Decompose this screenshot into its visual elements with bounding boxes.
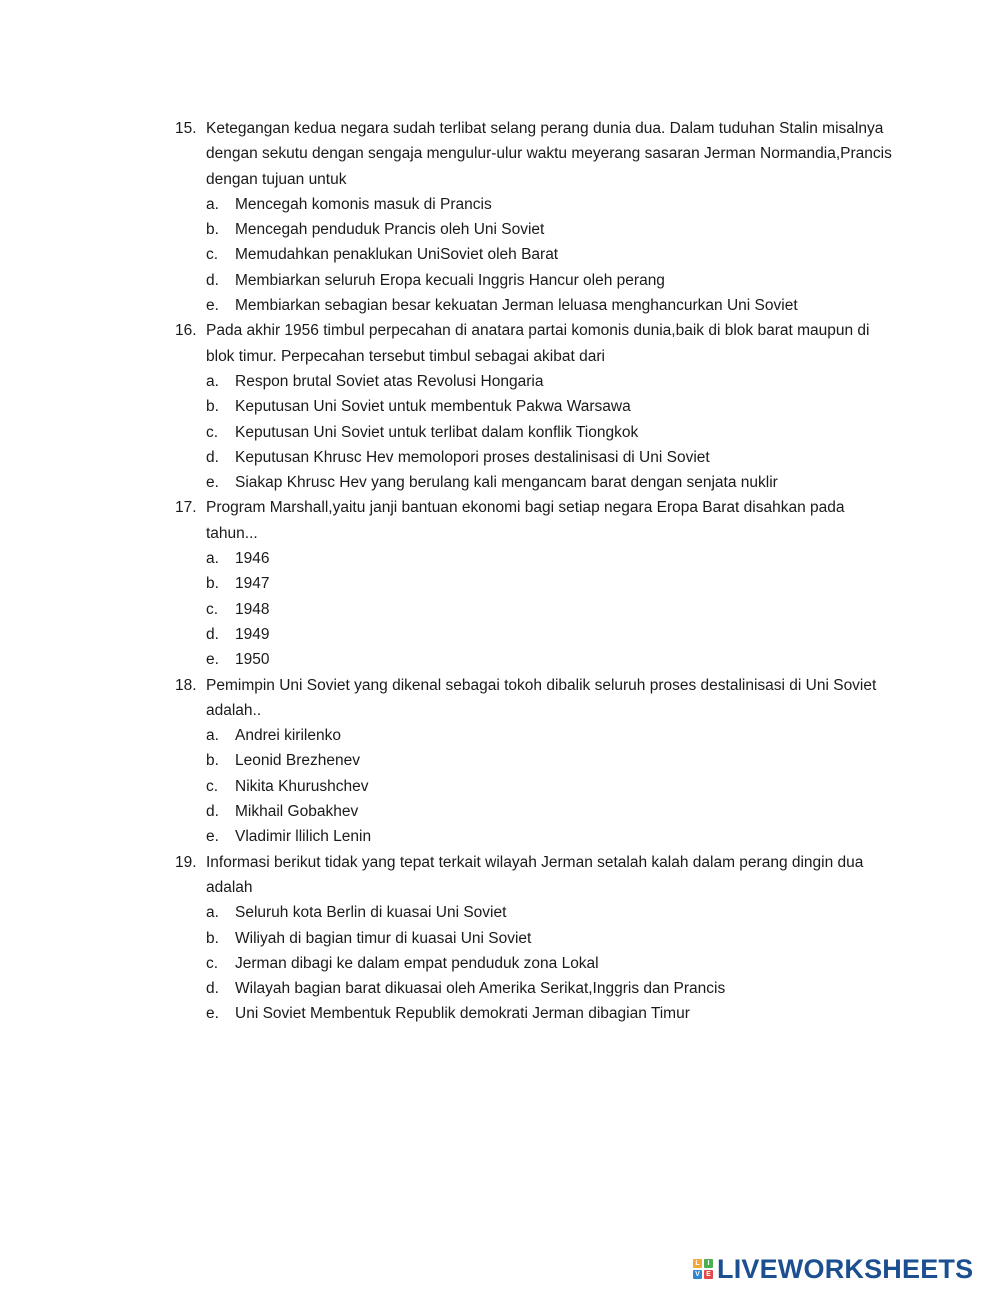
answer-option[interactable] — [206, 824, 895, 849]
option-letter: a. — [206, 195, 219, 213]
answer-option[interactable] — [206, 571, 895, 596]
question-text: Ketegangan kedua negara sudah terlibat selang perang dunia dua. Dalam tuduhan Stalin misalnya dengan sekutu dengan sengaja mengulur-ulur waktu meyerang sasaran Jerman Normandia,Prancis dengan tujuan untuk — [206, 120, 892, 188]
answer-option[interactable] — [206, 293, 895, 318]
option-text: Keputusan Khrusc Hev memolopori proses destalinisasi di Uni Soviet — [235, 448, 710, 466]
option-text: Andrei kirilenko — [235, 727, 341, 745]
question-number: 16. — [175, 322, 197, 340]
answer-option[interactable] — [206, 647, 895, 672]
answer-option[interactable] — [206, 546, 895, 571]
option-letter: e. — [206, 474, 219, 492]
answer-option[interactable] — [206, 268, 895, 293]
option-letter: d. — [206, 625, 219, 643]
option-letter: e. — [206, 1005, 219, 1023]
answer-option[interactable] — [206, 1001, 895, 1026]
option-letter: d. — [206, 803, 219, 821]
option-letter: e. — [206, 828, 219, 846]
option-text: Keputusan Uni Soviet untuk membentuk Pakwa Warsawa — [235, 398, 631, 416]
option-letter: a. — [206, 372, 219, 390]
option-text: Memudahkan penaklukan UniSoviet oleh Barat — [235, 246, 559, 264]
option-text: Mikhail Gobakhev — [235, 803, 359, 821]
option-letter: c. — [206, 777, 219, 795]
answer-option[interactable] — [206, 799, 895, 824]
liveworksheets-logo — [693, 1254, 973, 1284]
option-text: Siakap Khrusc Hev yang berulang kali mengancam barat dengan senjata nuklir — [235, 474, 778, 492]
option-text: Wiliyah di bagian timur di kuasai Uni Soviet — [235, 929, 532, 947]
option-letter: b. — [206, 929, 219, 947]
option-text: Leonid Brezhenev — [235, 752, 360, 770]
option-text: Keputusan Uni Soviet untuk terlibat dalam konflik Tiongkok — [235, 423, 639, 441]
option-letter: c. — [206, 600, 219, 618]
option-text: Wilayah bagian barat dikuasai oleh Amerika Serikat,Inggris dan Prancis — [235, 980, 726, 998]
question-number: 17. — [175, 499, 197, 517]
question-stem — [175, 116, 895, 192]
option-letter: d. — [206, 980, 219, 998]
option-letter: d. — [206, 448, 219, 466]
option-list — [206, 369, 895, 495]
option-list — [206, 900, 895, 1026]
option-list — [206, 723, 895, 849]
option-text: Mencegah komonis masuk di Prancis — [235, 195, 492, 213]
option-text: 1946 — [235, 550, 270, 568]
answer-option[interactable] — [206, 420, 895, 445]
option-list — [206, 192, 895, 318]
question-stem — [175, 495, 895, 546]
question-text: Pemimpin Uni Soviet yang dikenal sebagai tokoh dibalik seluruh proses destalinisasi di Uni Soviet adalah.. — [206, 676, 877, 719]
question-list — [175, 116, 895, 1027]
answer-option[interactable] — [206, 926, 895, 951]
option-text: Seluruh kota Berlin di kuasai Uni Soviet — [235, 904, 507, 922]
answer-option[interactable] — [206, 445, 895, 470]
logo-mark-icon — [693, 1259, 713, 1279]
option-text: 1949 — [235, 625, 270, 643]
answer-option[interactable] — [206, 242, 895, 267]
answer-option[interactable] — [206, 976, 895, 1001]
option-text: Membiarkan seluruh Eropa kecuali Inggris Hancur oleh perang — [235, 271, 665, 289]
option-text: 1947 — [235, 575, 270, 593]
answer-option[interactable] — [206, 394, 895, 419]
question-text: Pada akhir 1956 timbul perpecahan di anatara partai komonis dunia,baik di blok barat maupun di blok timur. Perpecahan tersebut timbul sebagai akibat dari — [206, 322, 870, 365]
option-letter: b. — [206, 752, 219, 770]
option-text: Respon brutal Soviet atas Revolusi Hongaria — [235, 372, 544, 390]
answer-option[interactable] — [206, 900, 895, 925]
logo-text: LIVEWORKSHEETS — [717, 1253, 974, 1284]
answer-option[interactable] — [206, 470, 895, 495]
question-text: Informasi berikut tidak yang tepat terkait wilayah Jerman setalah kalah dalam perang dingin dua adalah — [206, 853, 864, 896]
option-text: Jerman dibagi ke dalam empat penduduk zona Lokal — [235, 954, 599, 972]
answer-option[interactable] — [206, 748, 895, 773]
option-text: Vladimir llilich Lenin — [235, 828, 372, 846]
logo-mark-cell: E — [704, 1270, 713, 1279]
question — [175, 116, 895, 318]
answer-option[interactable] — [206, 774, 895, 799]
logo-mark-cell: L — [693, 1259, 702, 1268]
option-letter: c. — [206, 423, 219, 441]
question-number: 19. — [175, 853, 197, 871]
option-text: Uni Soviet Membentuk Republik demokrati Jerman dibagian Timur — [235, 1005, 690, 1023]
question-stem — [175, 318, 895, 369]
answer-option[interactable] — [206, 192, 895, 217]
option-text: Mencegah penduduk Prancis oleh Uni Soviet — [235, 221, 545, 239]
answer-option[interactable] — [206, 723, 895, 748]
question-number: 18. — [175, 676, 197, 694]
option-letter: e. — [206, 651, 219, 669]
question-text: Program Marshall,yaitu janji bantuan ekonomi bagi setiap negara Eropa Barat disahkan pada tahun... — [206, 499, 845, 542]
option-letter: a. — [206, 904, 219, 922]
option-text: 1948 — [235, 600, 270, 618]
answer-option[interactable] — [206, 217, 895, 242]
option-letter: c. — [206, 246, 219, 264]
option-letter: a. — [206, 550, 219, 568]
option-text: Membiarkan sebagian besar kekuatan Jerman leluasa menghancurkan Uni Soviet — [235, 297, 798, 315]
option-text: 1950 — [235, 651, 270, 669]
option-text: Nikita Khurushchev — [235, 777, 369, 795]
answer-option[interactable] — [206, 951, 895, 976]
option-letter: b. — [206, 221, 219, 239]
answer-option[interactable] — [206, 622, 895, 647]
question-stem — [175, 850, 895, 901]
answer-option[interactable] — [206, 597, 895, 622]
option-letter: e. — [206, 297, 219, 315]
option-letter: a. — [206, 727, 219, 745]
question-number: 15. — [175, 120, 197, 137]
option-letter: b. — [206, 398, 219, 416]
logo-mark-cell: I — [704, 1259, 713, 1268]
option-letter: b. — [206, 575, 219, 593]
question — [175, 495, 895, 672]
question — [175, 673, 895, 850]
logo-mark-cell: V — [693, 1270, 702, 1279]
option-letter: d. — [206, 271, 219, 289]
question — [175, 850, 895, 1027]
option-list — [206, 546, 895, 672]
answer-option[interactable] — [206, 369, 895, 394]
option-letter: c. — [206, 954, 219, 972]
question — [175, 318, 895, 495]
question-stem — [175, 673, 895, 724]
